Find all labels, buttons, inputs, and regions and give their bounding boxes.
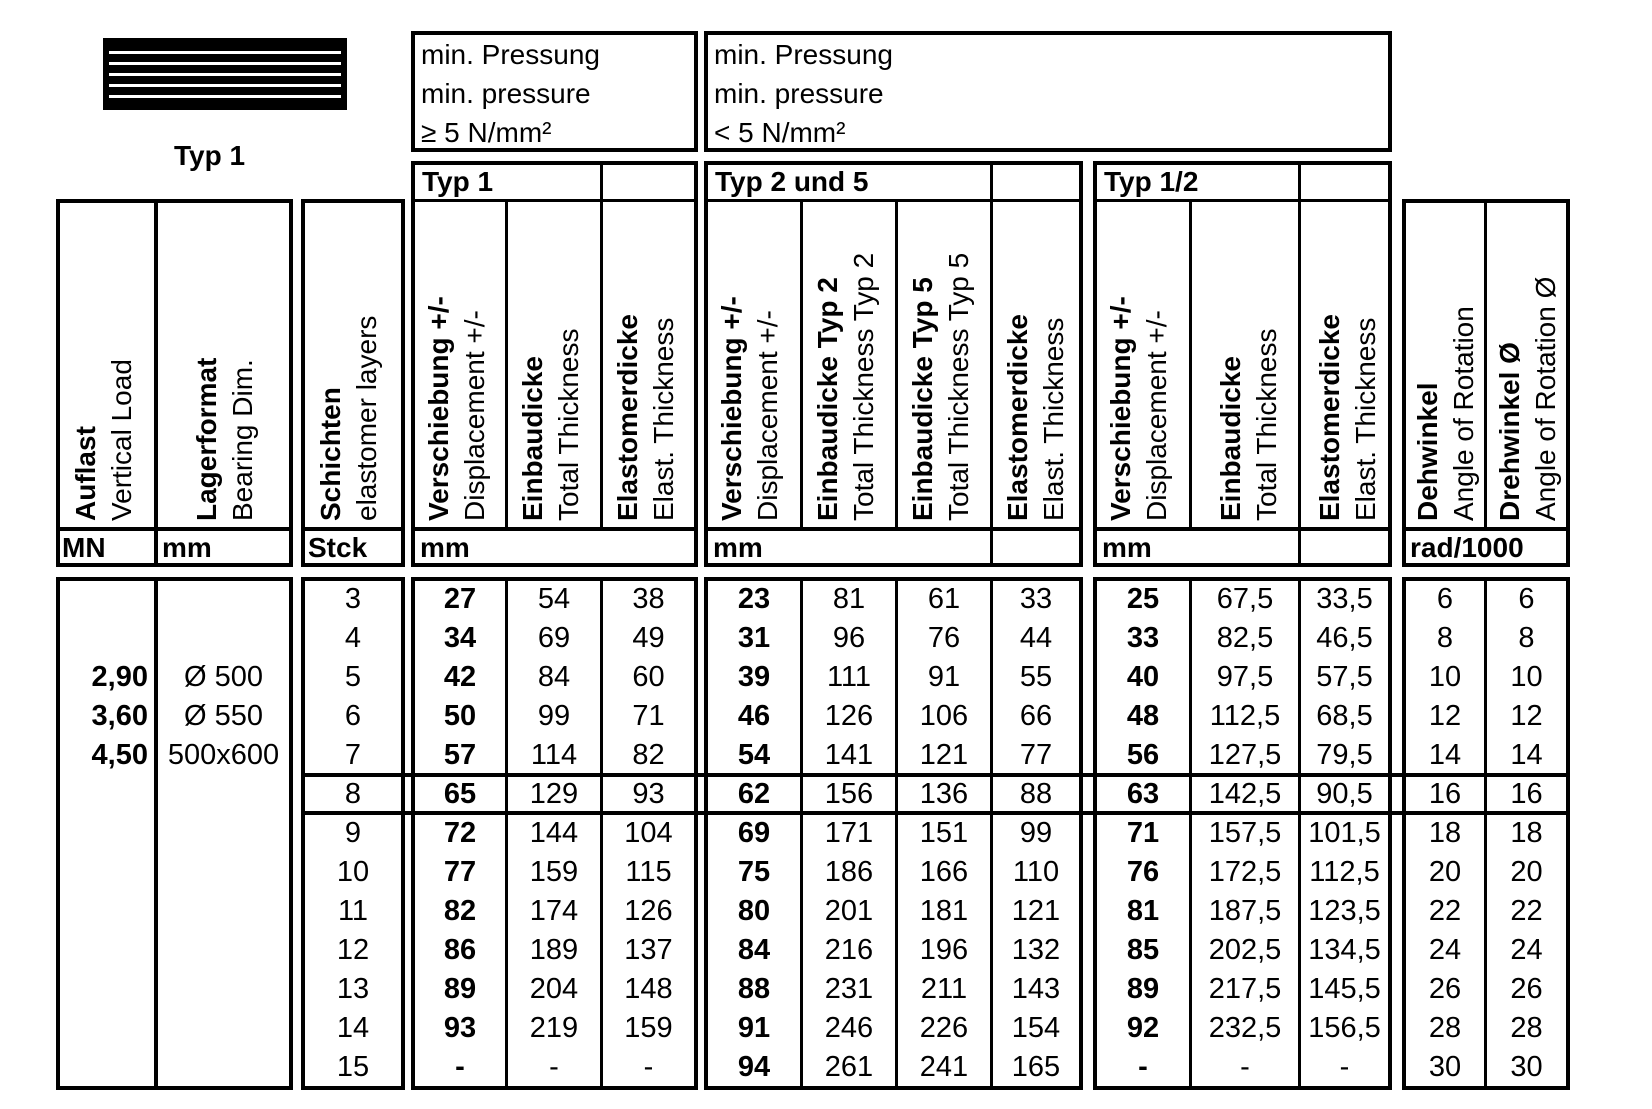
cell-t1-elast-thickness: 115 [625, 856, 672, 888]
cell-t1-elast-thickness: 93 [632, 778, 665, 810]
cell-layers: 11 [337, 895, 369, 927]
cell-t25-total-thickness-typ5: 106 [919, 700, 969, 732]
cell-t25-elast-thickness: 99 [1019, 817, 1053, 849]
pressure-low-line2: min. pressure [714, 78, 884, 109]
header-auflast: Auflast Vertical Load [70, 359, 137, 521]
cell-t1-elast-thickness: 38 [632, 583, 665, 615]
cell-t25-total-thickness-typ2: 186 [824, 856, 874, 888]
cell-t1-displacement: 72 [443, 817, 477, 849]
cell-rotation-angle-o: 12 [1510, 700, 1543, 732]
bearing-type-icon [103, 38, 347, 110]
unit-t1-mm: mm [420, 532, 470, 563]
cell-t12-elast-thickness: 134,5 [1308, 934, 1381, 966]
cell-rotation-angle: 14 [1428, 739, 1462, 771]
header-dehwinkel: Dehwinkel Angle of Rotation [1412, 306, 1479, 521]
cell-t25-displacement: 54 [737, 739, 771, 771]
group-title-typ25: Typ 2 und 5 [715, 166, 869, 197]
cell-t12-elast-thickness: 57,5 [1316, 661, 1373, 693]
cell-t12-total-thickness: 172,5 [1208, 856, 1282, 888]
group-title-typ12: Typ 1/2 [1104, 166, 1199, 197]
cell-t25-total-thickness-typ5: 211 [920, 973, 968, 1005]
cell-t1-total-thickness: 114 [530, 739, 578, 771]
group-title-typ1: Typ 1 [422, 166, 494, 197]
cell-rotation-angle-o: 6 [1518, 583, 1535, 615]
cell-t25-elast-thickness: 33 [1019, 583, 1053, 615]
unit-rad: rad/1000 [1410, 532, 1524, 563]
cell-t25-total-thickness-typ2: 201 [824, 895, 874, 927]
cell-t25-displacement: 88 [737, 973, 771, 1005]
cell-layers: 13 [336, 973, 370, 1005]
cell-t1-displacement: 77 [443, 856, 477, 888]
header-t12-elastomer: Elastomerdicke Elast. Thickness [1314, 314, 1381, 521]
cell-t1-elast-thickness: 126 [624, 895, 673, 927]
cell-t25-elast-thickness: 132 [1011, 934, 1061, 966]
cell-t1-displacement: 82 [443, 895, 477, 927]
cell-rotation-angle: 22 [1428, 895, 1462, 927]
cell-t1-total-thickness: 129 [529, 778, 579, 810]
cell-layers: 12 [336, 934, 370, 966]
cell-t12-total-thickness: 202,5 [1208, 934, 1282, 966]
cell-t12-total-thickness: 157,5 [1208, 817, 1282, 849]
unit-mn: MN [62, 532, 106, 563]
cell-t12-total-thickness: 112,5 [1209, 700, 1281, 732]
cell-t25-displacement: 39 [737, 661, 771, 693]
cell-rotation-angle-o: 20 [1510, 856, 1543, 888]
pressure-low-line3: < 5 N/mm² [714, 117, 846, 148]
cell-t1-elast-thickness: 137 [624, 934, 673, 966]
cell-layers: 6 [344, 700, 362, 732]
header-t25-einbaudicke-typ2: Einbaudicke Typ 2 Total Thickness Typ 2 [812, 252, 879, 521]
load-value: 2,90 [91, 661, 148, 693]
cell-t12-displacement: 92 [1126, 1012, 1160, 1044]
load-value: 4,50 [91, 739, 148, 771]
pressure-high-line3: ≥ 5 N/mm² [421, 117, 552, 148]
cell-t12-total-thickness: 127,5 [1208, 739, 1282, 771]
header-t25-einbaudicke-typ5: Einbaudicke Typ 5 Total Thickness Typ 5 [907, 252, 974, 521]
cell-t12-total-thickness: 67,5 [1216, 583, 1274, 615]
cell-t1-elast-thickness: 82 [632, 739, 665, 771]
cell-rotation-angle: 24 [1428, 934, 1462, 966]
cell-t25-elast-thickness: 154 [1011, 1012, 1061, 1044]
cell-layers: 8 [344, 778, 362, 810]
cell-t1-displacement: 89 [443, 973, 477, 1005]
cell-t25-total-thickness-typ5: 151 [919, 817, 969, 849]
cell-layers: 5 [344, 661, 362, 693]
cell-t1-displacement: - [455, 1051, 465, 1083]
header-t25-elastomer: Elastomerdicke Elast. Thickness [1002, 314, 1069, 521]
cell-t12-total-thickness: - [1240, 1051, 1250, 1083]
cell-t25-elast-thickness: 55 [1019, 661, 1053, 693]
cell-t1-elast-thickness: 104 [624, 817, 673, 849]
cell-t12-elast-thickness: 79,5 [1316, 739, 1373, 771]
cell-t25-total-thickness-typ5: 91 [927, 661, 961, 693]
pressure-box-high [411, 31, 698, 152]
header-t25-verschiebung: Verschiebung +/- Displacement +/- [716, 296, 783, 521]
cell-layers: 4 [344, 622, 362, 654]
cell-t12-elast-thickness: 156,5 [1308, 1012, 1381, 1044]
cell-t12-displacement: 76 [1126, 856, 1160, 888]
cell-t25-elast-thickness: 77 [1019, 739, 1053, 771]
cell-t25-displacement: 80 [737, 895, 771, 927]
cell-rotation-angle-o: 22 [1510, 895, 1543, 927]
unit-stck: Stck [308, 532, 368, 563]
bearing-dim: 500x600 [167, 739, 280, 771]
cell-t25-displacement: 75 [737, 856, 771, 888]
cell-layers: 3 [344, 583, 362, 615]
cell-t25-total-thickness-typ2: 171 [824, 817, 874, 849]
cell-t12-displacement: 33 [1126, 622, 1160, 654]
cell-layers: 15 [336, 1051, 370, 1083]
cell-t12-displacement: 25 [1126, 583, 1160, 615]
cell-t12-total-thickness: 142,5 [1208, 778, 1282, 810]
cell-t25-elast-thickness: 143 [1011, 973, 1061, 1005]
cell-t12-displacement: 85 [1126, 934, 1160, 966]
cell-rotation-angle-o: 26 [1510, 973, 1543, 1005]
cell-t1-displacement: 57 [443, 739, 477, 771]
header-t1-einbaudicke: Einbaudicke Total Thickness [517, 328, 584, 521]
unit-mm-dim: mm [162, 532, 212, 563]
cell-t12-displacement: 71 [1126, 817, 1160, 849]
header-t1-elastomer: Elastomerdicke Elast. Thickness [612, 314, 679, 521]
cell-t25-elast-thickness: 88 [1019, 778, 1053, 810]
cell-t1-total-thickness: 189 [529, 934, 579, 966]
cell-t12-displacement: 56 [1126, 739, 1160, 771]
cell-t1-total-thickness: 174 [529, 895, 579, 927]
cell-t25-total-thickness-typ2: 96 [832, 622, 866, 654]
cell-layers: 9 [344, 817, 362, 849]
cell-t12-total-thickness: 187,5 [1208, 895, 1282, 927]
cell-t1-total-thickness: 54 [537, 583, 571, 615]
cell-t25-displacement: 46 [737, 700, 771, 732]
cell-rotation-angle: 28 [1428, 1012, 1462, 1044]
data-load-block [56, 577, 293, 1090]
pressure-box-low [704, 31, 1392, 152]
cell-t25-elast-thickness: 165 [1011, 1051, 1061, 1083]
cell-t25-displacement: 62 [737, 778, 771, 810]
cell-t25-displacement: 84 [737, 934, 771, 966]
header-schichten: Schichten elastomer layers [315, 315, 382, 521]
cell-t12-displacement: 48 [1126, 700, 1160, 732]
cell-rotation-angle: 12 [1428, 700, 1462, 732]
cell-rotation-angle: 18 [1428, 817, 1462, 849]
cell-t12-elast-thickness: 101,5 [1308, 817, 1381, 849]
cell-t25-displacement: 94 [737, 1051, 771, 1083]
cell-t12-displacement: 40 [1126, 661, 1160, 693]
cell-rotation-angle: 26 [1428, 973, 1462, 1005]
cell-t25-total-thickness-typ2: 156 [824, 778, 874, 810]
cell-t12-displacement: 81 [1126, 895, 1160, 927]
header-t1-verschiebung: Verschiebung +/- Displacement +/- [423, 296, 490, 521]
cell-t25-total-thickness-typ2: 81 [832, 583, 866, 615]
cell-t1-displacement: 93 [443, 1012, 477, 1044]
cell-t25-total-thickness-typ2: 261 [824, 1051, 874, 1083]
cell-t25-total-thickness-typ2: 246 [824, 1012, 874, 1044]
cell-t25-elast-thickness: 110 [1012, 856, 1060, 888]
cell-t12-elast-thickness: 46,5 [1316, 622, 1373, 654]
cell-t12-displacement: 89 [1126, 973, 1160, 1005]
cell-t25-displacement: 69 [737, 817, 771, 849]
cell-t25-elast-thickness: 66 [1019, 700, 1053, 732]
cell-rotation-angle: 10 [1428, 661, 1462, 693]
cell-t25-total-thickness-typ2: 231 [824, 973, 874, 1005]
cell-t25-total-thickness-typ2: 111 [826, 661, 872, 693]
cell-t1-elast-thickness: 60 [632, 661, 665, 693]
cell-t1-displacement: 50 [443, 700, 477, 732]
cell-t1-displacement: 34 [443, 622, 477, 654]
logo-label: Typ 1 [174, 140, 246, 171]
cell-rotation-angle-o: 30 [1510, 1051, 1543, 1083]
cell-t25-elast-thickness: 44 [1019, 622, 1053, 654]
cell-t12-total-thickness: 97,5 [1216, 661, 1274, 693]
cell-t25-total-thickness-typ5: 166 [919, 856, 969, 888]
cell-t1-elast-thickness: 49 [632, 622, 665, 654]
pressure-high-line1: min. Pressung [421, 39, 600, 70]
cell-t1-elast-thickness: 148 [624, 973, 673, 1005]
unit-t12-mm: mm [1102, 532, 1152, 563]
cell-t12-total-thickness: 217,5 [1208, 973, 1282, 1005]
cell-t25-total-thickness-typ5: 226 [919, 1012, 969, 1044]
cell-t25-displacement: 91 [737, 1012, 771, 1044]
cell-t25-total-thickness-typ5: 196 [919, 934, 969, 966]
header-lagerformat: Lagerformat Bearing Dim. [191, 357, 258, 521]
cell-t1-total-thickness: 219 [529, 1012, 579, 1044]
cell-t25-total-thickness-typ5: 76 [927, 622, 961, 654]
header-drehwinkel: Drehwinkel Ø Angle of Rotation Ø [1494, 276, 1561, 521]
cell-t1-elast-thickness: 159 [624, 1012, 673, 1044]
cell-rotation-angle: 16 [1428, 778, 1462, 810]
cell-t12-total-thickness: 232,5 [1208, 1012, 1282, 1044]
cell-t25-total-thickness-typ5: 181 [919, 895, 969, 927]
cell-rotation-angle: 8 [1436, 622, 1454, 654]
cell-t12-elast-thickness: 145,5 [1308, 973, 1381, 1005]
cell-t1-total-thickness: 144 [529, 817, 579, 849]
cell-t12-displacement: 63 [1126, 778, 1160, 810]
cell-t1-displacement: 27 [443, 583, 477, 615]
cell-rotation-angle: 20 [1428, 856, 1462, 888]
cell-t1-elast-thickness: 71 [632, 700, 665, 732]
cell-t12-elast-thickness: 33,5 [1316, 583, 1373, 615]
cell-t12-elast-thickness: 68,5 [1316, 700, 1373, 732]
cell-rotation-angle-o: 14 [1510, 739, 1543, 771]
cell-t1-displacement: 86 [443, 934, 477, 966]
cell-t12-elast-thickness: - [1339, 1051, 1350, 1083]
cell-t1-displacement: 42 [443, 661, 477, 693]
cell-t25-total-thickness-typ5: 136 [919, 778, 969, 810]
cell-rotation-angle-o: 8 [1518, 622, 1535, 654]
cell-t12-elast-thickness: 90,5 [1316, 778, 1373, 810]
load-value: 3,60 [91, 700, 148, 732]
cell-rotation-angle-o: 10 [1510, 661, 1543, 693]
cell-rotation-angle-o: 16 [1510, 778, 1543, 810]
cell-t1-total-thickness: 99 [537, 700, 571, 732]
cell-t25-total-thickness-typ5: 61 [927, 583, 961, 615]
cell-t1-elast-thickness: - [643, 1051, 654, 1083]
unit-t25-mm: mm [713, 532, 763, 563]
cell-layers: 10 [336, 856, 370, 888]
pressure-low-line1: min. Pressung [714, 39, 893, 70]
bearing-dim: Ø 500 [184, 661, 263, 693]
cell-layers: 7 [344, 739, 362, 771]
cell-t12-displacement: - [1138, 1051, 1148, 1083]
cell-t25-displacement: 31 [737, 622, 771, 654]
cell-rotation-angle-o: 18 [1510, 817, 1543, 849]
cell-t12-total-thickness: 82,5 [1216, 622, 1274, 654]
cell-rotation-angle: 6 [1436, 583, 1454, 615]
cell-t25-total-thickness-typ2: 216 [824, 934, 874, 966]
cell-t12-elast-thickness: 112,5 [1309, 856, 1380, 888]
cell-t25-displacement: 23 [737, 583, 771, 615]
cell-t1-total-thickness: 159 [529, 856, 579, 888]
header-t12-einbaudicke: Einbaudicke Total Thickness [1215, 328, 1282, 521]
cell-t25-elast-thickness: 121 [1011, 895, 1061, 927]
cell-rotation-angle-o: 28 [1510, 1012, 1543, 1044]
cell-t25-total-thickness-typ5: 241 [919, 1051, 969, 1083]
cell-t1-total-thickness: 69 [537, 622, 571, 654]
cell-t25-total-thickness-typ5: 121 [919, 739, 969, 771]
cell-rotation-angle: 30 [1428, 1051, 1462, 1083]
cell-t25-total-thickness-typ2: 141 [824, 739, 874, 771]
cell-t1-displacement: 65 [443, 778, 477, 810]
cell-layers: 14 [336, 1012, 370, 1044]
cell-t1-total-thickness: - [549, 1051, 559, 1083]
cell-rotation-angle-o: 24 [1510, 934, 1543, 966]
cell-t25-total-thickness-typ2: 126 [824, 700, 874, 732]
pressure-high-line2: min. pressure [421, 78, 591, 109]
header-t12-verschiebung: Verschiebung +/- Displacement +/- [1105, 296, 1172, 521]
cell-t1-total-thickness: 204 [529, 973, 579, 1005]
cell-t1-total-thickness: 84 [537, 661, 571, 693]
bearing-dim: Ø 550 [184, 700, 263, 732]
cell-t12-elast-thickness: 123,5 [1308, 895, 1381, 927]
